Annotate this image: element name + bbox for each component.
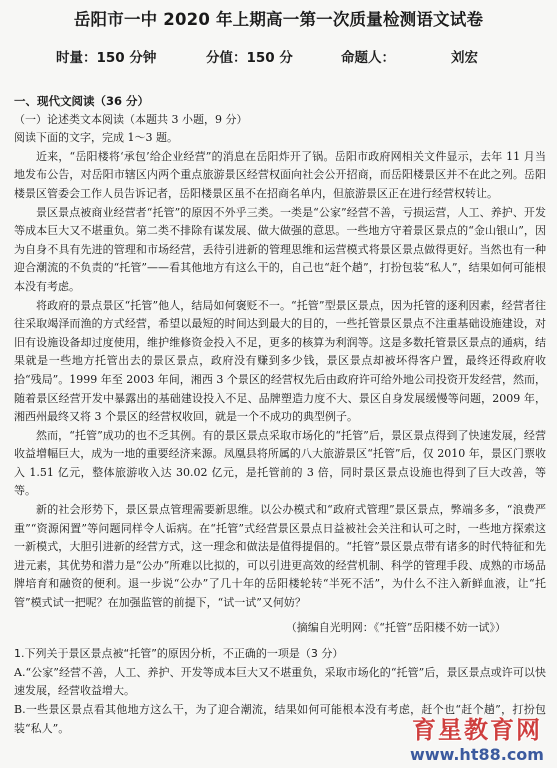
page-title: 岳阳市一中 2020 年上期高一第一次质量检测语文试卷	[73, 10, 484, 29]
passage-paragraph-5: 新的社会形势下，景区景点管理需要新思维。以公办模式和“政府式管理”景区景点，弊端多多，“浪费严重”“资源闲置”等问题同样令人诟病。在“托管”式经营景区景点日益被社会关注和认可之时，一些地方探索这一新模式，大胆引进新的经营方式，这一理念和做法是值得提倡的。“托管”景区景点带有诸多的时代特征和先进元素，其优势和潜力是“公办”所难以比拟的，可以引进更高效的经营机制、科学的管理手段、成熟的市场品牌培育和融资的便利。退一步说“公办”了几十年的岳阳楼轮转“半死不活”，为什么不注入新鲜血液，让“托管”模式试一把呢？在加强监管的前提下，“试一试”又何妨？	[14, 503, 546, 610]
sub-heading: （一）论述类文本阅读（本题共 3 小题，9 分）	[14, 112, 248, 126]
exam-body	[14, 92, 546, 738]
passage-paragraph-3: 将政府的景点景区“托管”他人，结局如何褒贬不一。“托管”型景区景点，因为托管的逐利因素，经营者往往采取竭泽而渔的方式经营，希望以最短的时间达到最大的目的，一些托管景区景点不注重基础设施建设，对旧有设施设备却过度使用，维护维修资金投入不足，更多的核算为利润等。这是多数托管景区景点的通病，结果就是一些地方托管出去的景区景点，政府没有赚到多少钱，景区景点却被坏得客户置，最终还得政府收拾“残局”。1999 年至 2003 年间，湘西 3 个景区的经营权先后由政府许可给外地公司投资开发经营，然而，随着景区经营开发中暴露出的基础建设投入不足、品牌塑造力度不大、景区自身发展缓慢等问题，2009 年，湘西州最终又将 3 个景区的经营权收回，就是一个不成功的典型例子。	[14, 298, 546, 424]
watermark-logo	[403, 710, 551, 764]
passage-paragraph-1: 近来，“岳阳楼将‘承包’给企业经营”的消息在岳阳炸开了锅。岳阳市政府网相关文件显示，去年 11 月当地发布公告，对岳阳市辖区内两个重点旅游景区经营权面向社会公开招商，而岳阳楼景区并不在此之列。岳阳楼景区管委会工作人员告诉记者，岳阳楼景区虽不在招商名单内，但旅游景区正在进行经营权转让。	[14, 149, 546, 200]
passage-paragraph-2: 景区景点被商业经营者“托管”的原因不外乎三类。一类是“公家”经营不善，亏损运营，人工、养护、开发等成本巨大又不堪重负。第二类不排除有谋发展、做大做强的意思。一些地方守着景区景点的“金山银山”，因为自身不具有先进的管理和市场经营，丢待引进新的管理思维和运营模式将景区景点做得更好。当然也有一种迎合潮流的不负责的“托管”——看其他地方有这么干的，自己也“赶个趟”，打扮包装“私人”，结果如何可能根本没有考虑。	[14, 205, 546, 293]
section-heading: 一、现代文阅读（36 分）	[14, 94, 150, 108]
exam-time: 时量：150 分钟	[56, 50, 157, 66]
exam-author-label: 命题人：	[341, 50, 395, 66]
watermark-brand: 育星教育网	[412, 716, 542, 744]
question-1-option-b: B.一些景区景点看其他地方这么干，为了迎合潮流，结果如何可能根本没有考虑，赶个也“赶个趟”，打扮包装“私人”。	[14, 703, 546, 735]
passage-source: （摘编自光明网：《“托管”岳阳楼不妨一试》）	[285, 620, 506, 634]
instruction: 阅读下面的文字，完成 1～3 题。	[14, 131, 178, 145]
watermark-url: www.ht88.com	[410, 745, 544, 764]
question-1-stem: 1.下列关于景区景点被“托管”的原因分析，不正确的一项是（3 分）	[14, 647, 344, 661]
passage-paragraph-4: 然而，“托管”成功的也不乏其例。有的景区景点采取市场化的“托管”后，景区景点得到了快速发展，经营收益增幅巨大，成为一地的重要经济来源。凤凰县将所属的八大旅游景区“托管”后，仅 2010 年，景区门票收入 1.51 亿元，整体旅游收入达 30.02 亿元，是托管前的 3 倍，同时景区景点设施也得到了巨大改善，等等。	[14, 428, 546, 498]
exam-score: 分值：150 分	[206, 50, 293, 66]
question-1-option-a: A.“公家”经营不善，人工、养护、开发等成本巨大又不堪重负，采取市场化的“托管”后，景区景点或许可以快速发展，经营收益增大。	[14, 665, 546, 698]
exam-author: 刘宏	[451, 50, 478, 66]
